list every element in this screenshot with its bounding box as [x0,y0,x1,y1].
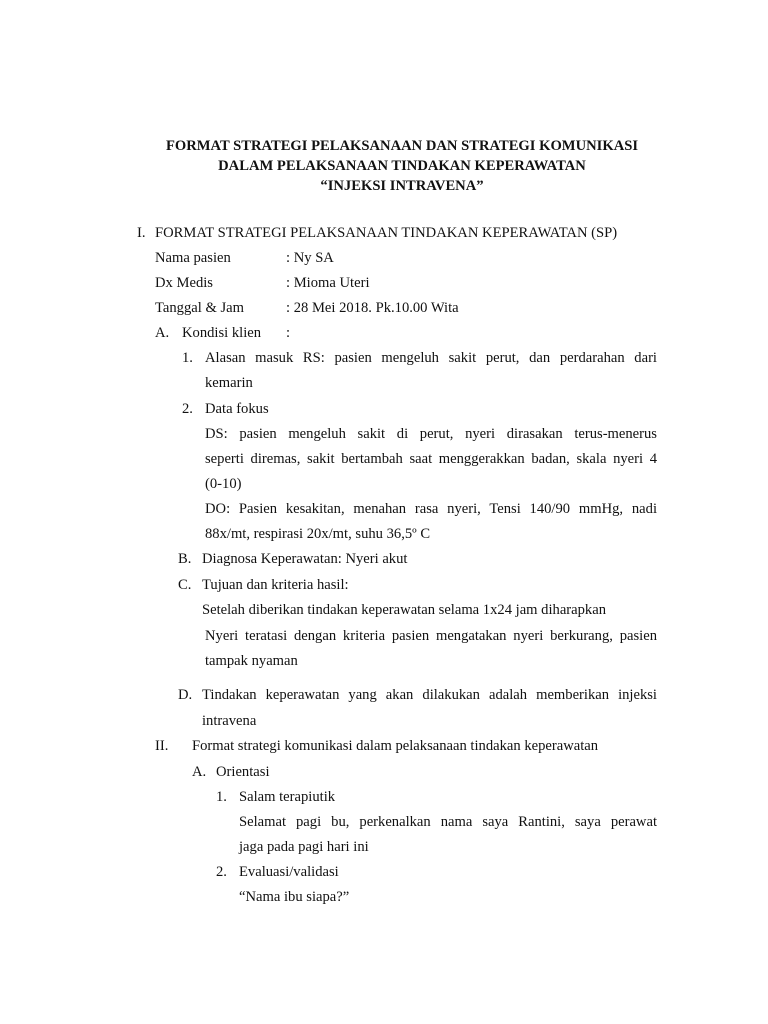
subsection-a-letter: A. [155,325,170,341]
section-1-number: I. [137,225,146,241]
field-label-tanggal-jam: Tanggal & Jam [155,300,244,316]
data-subjektif-line-3: (0-10) [205,476,242,492]
orientasi-letter: A. [192,764,207,780]
tujuan-line-1: Setelah diberikan tindakan keperawatan selama 1x24 jam diharapkan [202,602,607,618]
section-2-number: II. [155,738,169,754]
tujuan-label: Tujuan dan kriteria hasil: [202,577,349,593]
field-value-nama-pasien: : Ny SA [286,250,334,266]
field-value-dx-medis: : Mioma Uteri [286,275,370,291]
document-title-line-2: DALAM PELAKSANAAN TINDAKAN KEPERAWATAN [218,158,586,174]
tindakan-line-2: intravena [202,713,257,729]
data-subjektif-line-2: seperti diremas, sakit bertambah saat menggerakkan badan, skala nyeri 4 [205,451,657,467]
salam-terapiutik-label: Salam terapiutik [239,789,336,805]
subsection-d-letter: D. [178,687,193,703]
evaluasi-quote: “Nama ibu siapa?” [239,889,350,905]
section-1-heading: FORMAT STRATEGI PELAKSANAAN TINDAKAN KEPERAWATAN (SP) [155,225,618,241]
field-label-dx-medis: Dx Medis [155,275,213,291]
salam-line-2: jaga pada pagi hari ini [239,839,369,855]
document-title-line-1: FORMAT STRATEGI PELAKSANAAN DAN STRATEGI KOMUNIKASI [165,138,639,154]
document-title-line-3: “INJEKSI INTRAVENA” [320,178,484,194]
diagnosa-keperawatan: Diagnosa Keperawatan: Nyeri akut [202,551,408,567]
data-objektif-line-2: 88x/mt, respirasi 20x/mt, suhu 36,5º C [205,526,431,542]
kondisi-item-2-number: 2. [182,401,193,417]
orientasi-item-2-number: 2. [216,864,227,880]
field-label-nama-pasien: Nama pasien [155,250,231,266]
orientasi-label: Orientasi [216,764,270,780]
kondisi-item-1-number: 1. [182,350,193,366]
tindakan-line-1: Tindakan keperawatan yang akan dilakukan adalah memberikan injeksi [202,687,657,703]
kondisi-item-2-label: Data fokus [205,401,269,417]
kondisi-item-1-line-1: Alasan masuk RS: pasien mengeluh sakit perut, dan perdarahan dari [205,350,657,366]
evaluasi-validasi-label: Evaluasi/validasi [239,864,339,880]
data-objektif-line-1: DO: Pasien kesakitan, menahan rasa nyeri, Tensi 140/90 mmHg, nadi [205,501,657,517]
tujuan-line-3: tampak nyaman [205,653,298,669]
salam-line-1: Selamat pagi bu, perkenalkan nama saya Rantini, saya perawat [239,814,657,830]
subsection-a-colon: : [286,325,291,341]
section-2-heading: Format strategi komunikasi dalam pelaksanaan tindakan keperawatan [192,738,599,754]
subsection-b-letter: B. [178,551,192,567]
orientasi-item-1-number: 1. [216,789,227,805]
subsection-c-letter: C. [178,577,192,593]
data-subjektif-line-1: DS: pasien mengeluh sakit di perut, nyeri dirasakan terus-menerus [205,426,657,442]
subsection-a-label: Kondisi klien [182,325,262,341]
tujuan-line-2: Nyeri teratasi dengan kriteria pasien mengatakan nyeri berkurang, pasien [205,628,657,644]
field-value-tanggal-jam: : 28 Mei 2018. Pk.10.00 Wita [286,300,459,316]
kondisi-item-1-line-2: kemarin [205,375,253,391]
